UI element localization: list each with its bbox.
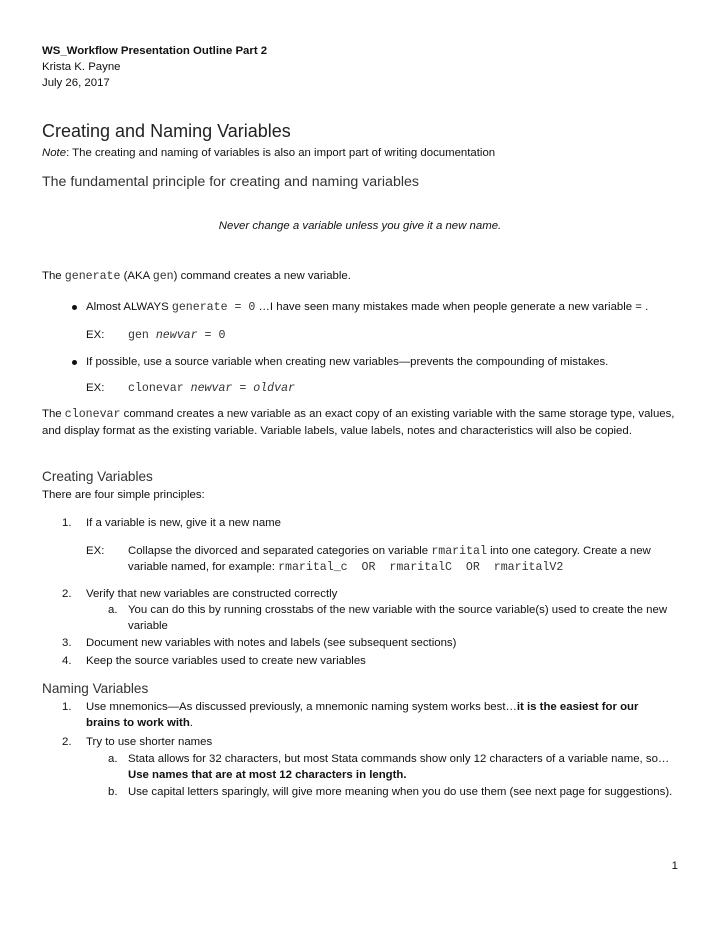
document-author: Krista K. Payne bbox=[42, 61, 121, 73]
sublist-item: Use capital letters sparingly, will give more meaning when you do use them (see next page for suggestions). bbox=[128, 786, 673, 798]
example-text: variable named, for example: rmarital_c OR rmaritalC OR rmaritalV2 bbox=[128, 561, 564, 574]
sublist-item: You can do this by running crosstabs of the new variable with the source variable(s) used to create the new variable bbox=[128, 604, 668, 632]
subheading-fundamental-principle: The fundamental principle for creating and naming variables bbox=[42, 174, 419, 190]
note-label: Note bbox=[42, 147, 67, 159]
clonevar-command: clonevar bbox=[64, 408, 121, 421]
list-number: 4. bbox=[62, 655, 72, 667]
bullet-icon bbox=[72, 354, 80, 362]
note-paragraph bbox=[42, 145, 495, 161]
list-item: Try to use shorter names bbox=[86, 736, 213, 748]
list-number: 3. bbox=[62, 637, 72, 649]
sublist-item: Stata allows for 32 characters, but most Stata commands show only 12 characters of a variable name, so…Use names that are at most 12 characters in length. bbox=[128, 753, 670, 781]
code-snippet: rmarital bbox=[431, 545, 487, 558]
example-label: EX: bbox=[86, 382, 105, 394]
example-code: gen newvar = 0 bbox=[128, 329, 226, 342]
example-label: EX: bbox=[86, 329, 105, 341]
generate-paragraph: The generate (AKA gen) command creates a new variable. bbox=[42, 270, 351, 283]
bullet-icon bbox=[72, 299, 80, 307]
bullet-item: If possible, use a source variable when creating new variables—prevents the compounding of mistakes. bbox=[86, 356, 609, 368]
code-snippet: rmarital_c OR rmaritalC OR rmaritalV2 bbox=[278, 561, 564, 574]
list-number: 1. bbox=[62, 517, 72, 529]
example-code: clonevar newvar = oldvar bbox=[128, 382, 295, 395]
note-text: : The creating and naming of variables is also an import part of writing documentation bbox=[66, 147, 496, 159]
sublist-letter: a. bbox=[108, 753, 118, 765]
subheading-creating-variables: Creating Variables bbox=[42, 469, 153, 484]
creating-intro: There are four simple principles: bbox=[42, 489, 205, 501]
example-label: EX: bbox=[86, 545, 105, 557]
gen-command: gen bbox=[152, 270, 174, 283]
list-item: Keep the source variables used to create new variables bbox=[86, 655, 366, 667]
page-number: 1 bbox=[671, 860, 678, 872]
list-number: 2. bbox=[62, 588, 72, 600]
principle-quote: Never change a variable unless you give it a new name. bbox=[218, 220, 502, 232]
section-heading-creating-naming: Creating and Naming Variables bbox=[42, 121, 291, 141]
list-number: 1. bbox=[62, 701, 72, 713]
list-item: If a variable is new, give it a new name bbox=[86, 517, 282, 529]
sublist-letter: a. bbox=[108, 604, 118, 616]
generate-command: generate bbox=[64, 270, 121, 283]
bullet-item: Almost ALWAYS generate = 0 …I have seen many mistakes made when people generate a new variable = . bbox=[86, 301, 649, 314]
example-text: Collapse the divorced and separated categories on variable rmarital into one category. Create a new bbox=[128, 545, 651, 558]
list-item: Document new variables with notes and labels (see subsequent sections) bbox=[86, 637, 457, 649]
list-item: Use mnemonics—As discussed previously, a mnemonic naming system works best…it is the easiest for our brains to work with. bbox=[86, 701, 639, 729]
document-date: July 26, 2017 bbox=[42, 77, 110, 89]
subheading-naming-variables: Naming Variables bbox=[42, 681, 149, 696]
clonevar-paragraph: The clonevar command creates a new variable as an exact copy of an existing variable with the same storage type, values, and display format as the existing variable. Variable labels, value labels, notes and characteristics will also be copied. bbox=[42, 408, 675, 437]
code-snippet: generate = 0 bbox=[171, 301, 256, 314]
sublist-letter: b. bbox=[108, 786, 118, 798]
list-number: 2. bbox=[62, 736, 72, 748]
list-item: Verify that new variables are constructed correctly bbox=[86, 588, 338, 600]
document-title: WS_Workflow Presentation Outline Part 2 bbox=[42, 45, 268, 57]
